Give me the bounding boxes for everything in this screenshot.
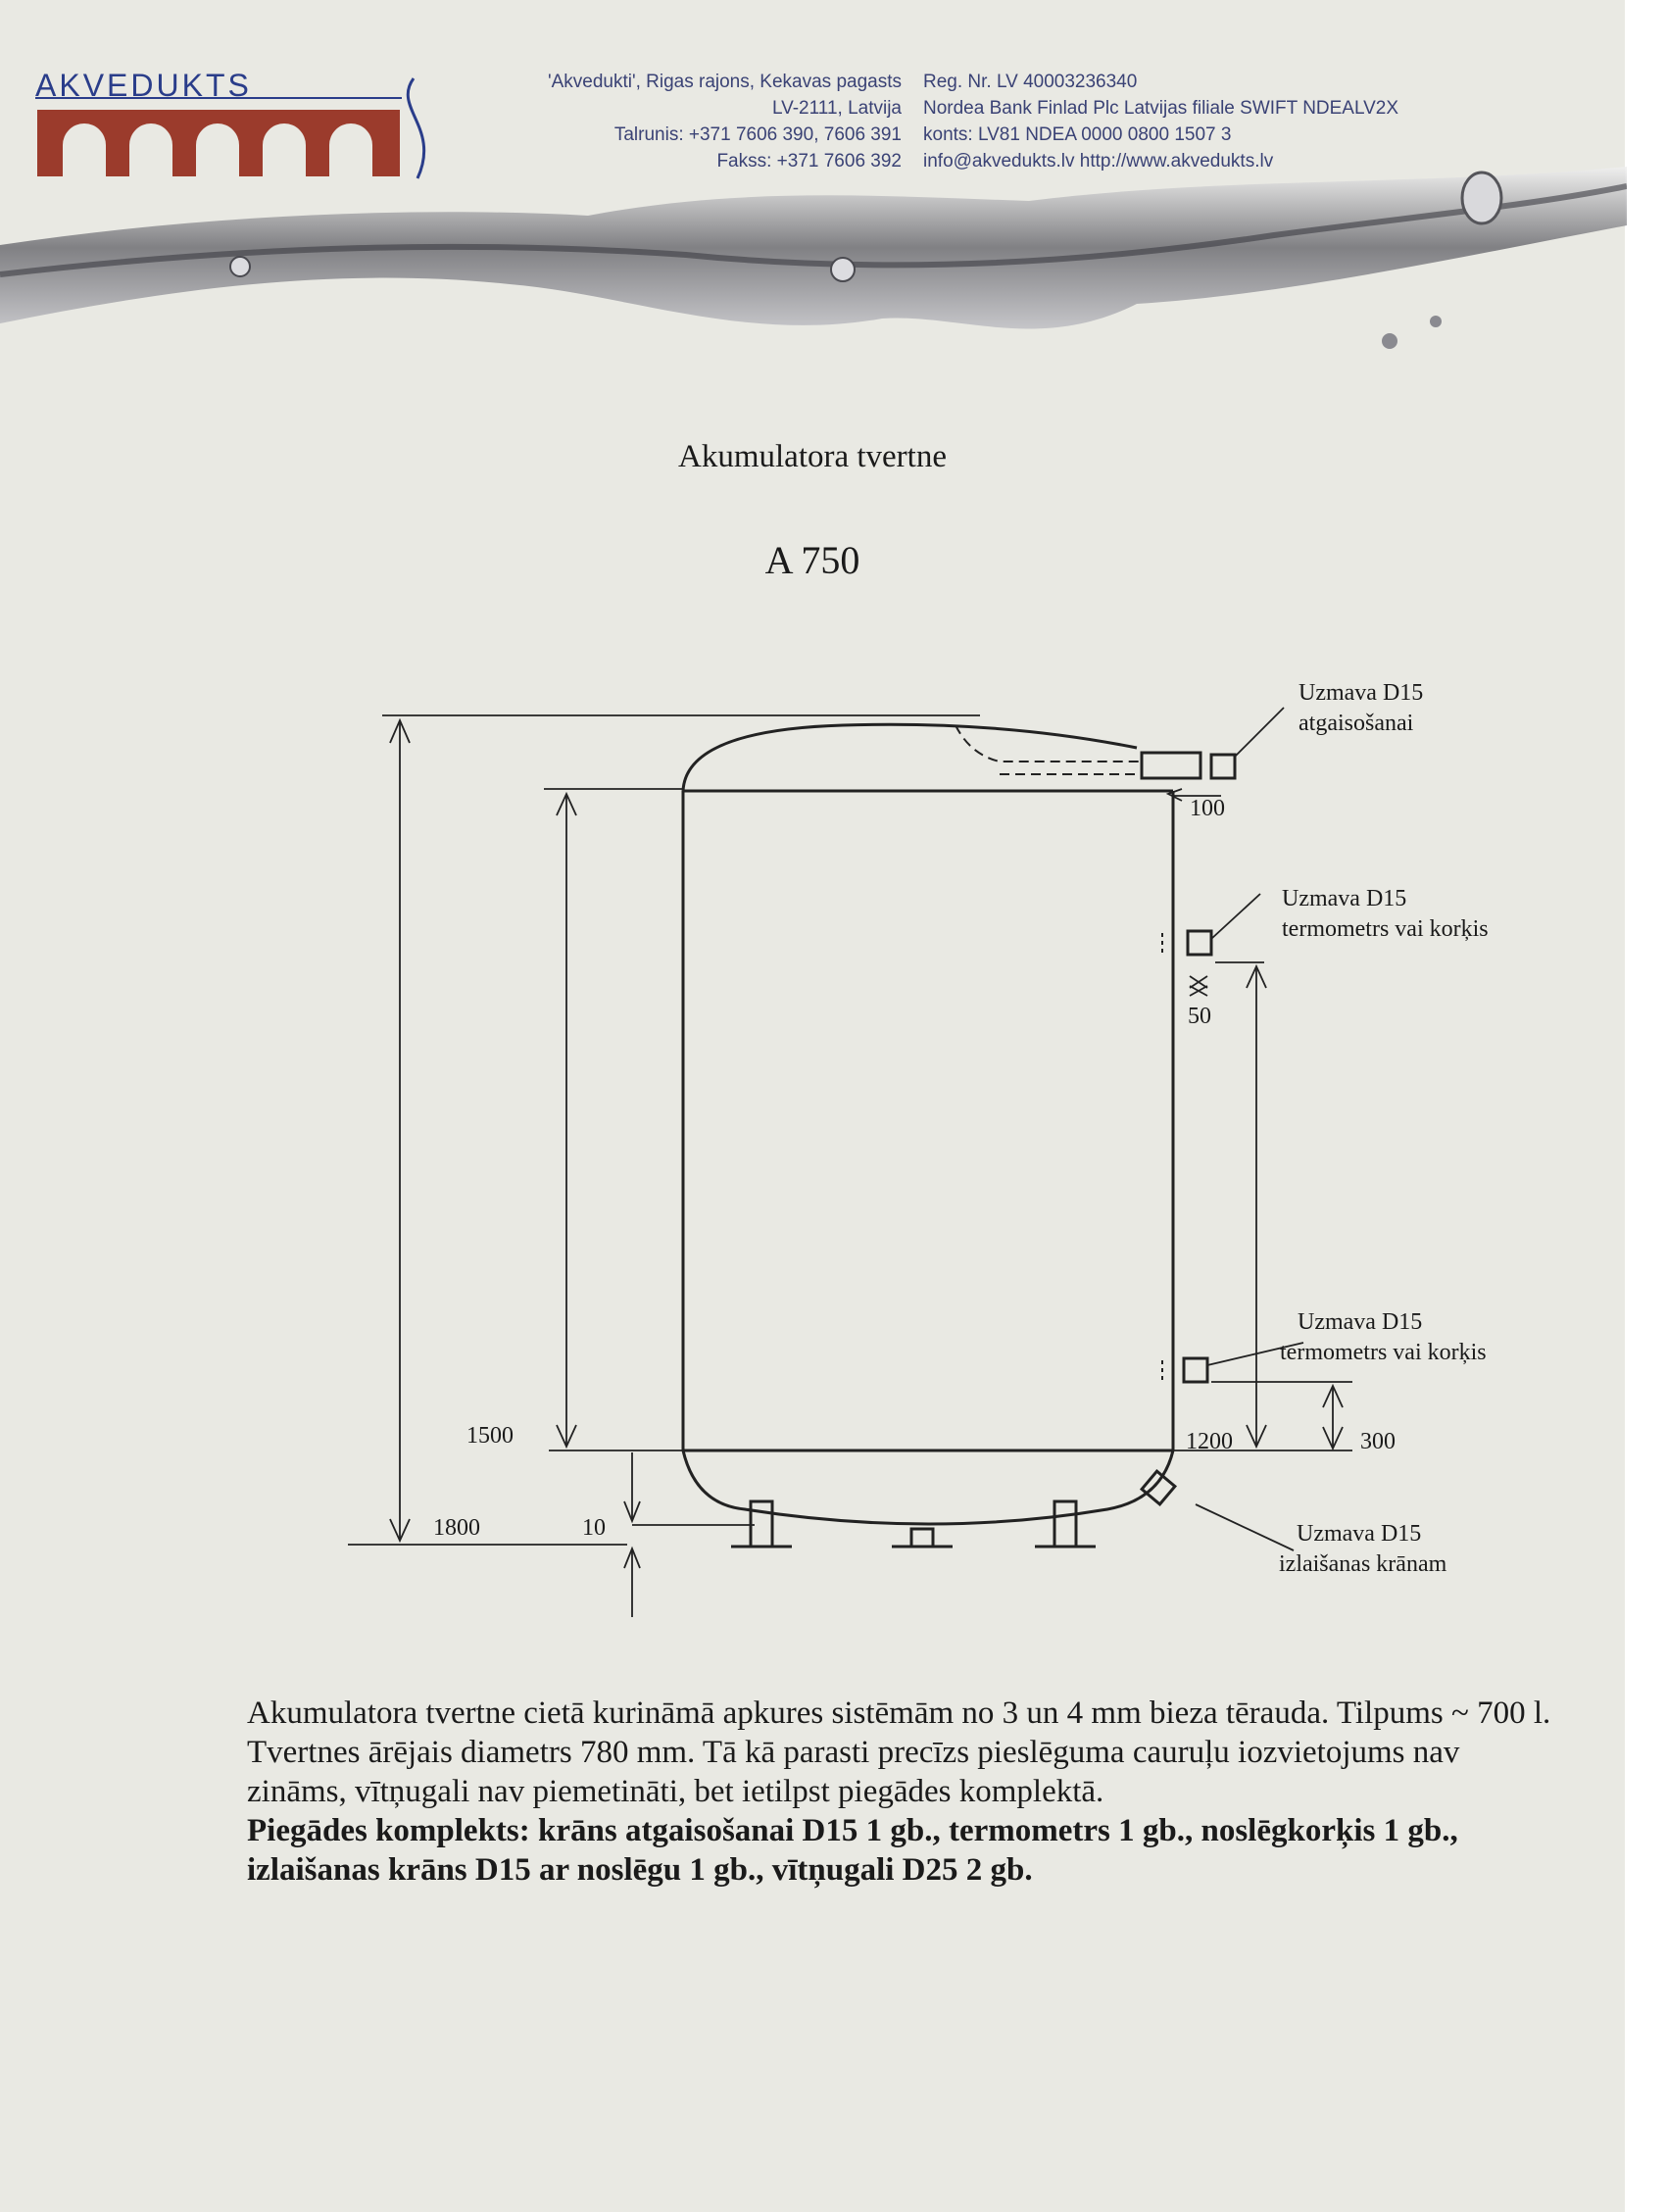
logo-wordmark: AKVEDUKTS bbox=[35, 69, 252, 103]
dim-lower-port-height: 1200 bbox=[1186, 1429, 1233, 1454]
model-number: A 750 bbox=[764, 538, 860, 582]
dim-total-height: 1800 bbox=[433, 1515, 480, 1541]
tank-drawing bbox=[0, 666, 1666, 1647]
product-description bbox=[247, 1694, 1560, 1890]
callout-purpose: termometrs vai korķis bbox=[1280, 1340, 1487, 1365]
callout-purpose: izlaišanas krānam bbox=[1279, 1551, 1447, 1577]
callout-title: Uzmava D15 bbox=[1282, 886, 1407, 911]
dim-top-offset: 100 bbox=[1190, 796, 1225, 821]
callout-title: Uzmava D15 bbox=[1297, 1521, 1422, 1547]
callout-title: Uzmava D15 bbox=[1298, 680, 1424, 706]
dim-bottom-offset: 300 bbox=[1360, 1429, 1396, 1454]
tank-bottom-dome bbox=[683, 1450, 1173, 1524]
callout-lower-thermometer-socket bbox=[1280, 1307, 1487, 1368]
email-web: info@akvedukts.lv http://www.akvedukts.lv bbox=[923, 151, 1274, 172]
document-title: Akumulatora tvertne bbox=[678, 439, 947, 474]
description-paragraph: Akumulatora tvertne cietā kurināmā apkures sistēmām no 3 un 4 mm bieza tērauda. Tilpums ~ 700 l. Tvertnes ārējais diametrs 780 mm. Tā kā parasti precīzs pieslēguma cauruļu iozvietojums nav zināms, vītņugali nav piemetināti, bet ietilpst piegādes komplektā. bbox=[247, 1696, 1551, 1809]
phone-line: Talrunis: +371 7606 390, 7606 391 bbox=[613, 124, 902, 145]
dim-leg-height: 10 bbox=[582, 1515, 606, 1541]
dim-gap: 50 bbox=[1188, 1004, 1211, 1029]
water-splash-icon bbox=[0, 147, 1627, 372]
tank-top-dome bbox=[683, 724, 1137, 791]
callout-drain-socket bbox=[1279, 1519, 1446, 1580]
callout-upper-thermometer-socket bbox=[1282, 884, 1489, 945]
delivery-set: Piegādes komplekts: krāns atgaisošanai D15 1 gb., termometrs 1 gb., noslēgkorķis 1 gb., izlaišanas krāns D15 ar noslēgu 1 gb., vītņugali D25 2 gb. bbox=[247, 1813, 1458, 1888]
callout-purpose: termometrs vai korķis bbox=[1282, 916, 1489, 942]
dim-cylinder-height: 1500 bbox=[466, 1423, 514, 1449]
reg-number: Reg. Nr. LV 40003236340 bbox=[923, 72, 1138, 92]
callout-title: Uzmava D15 bbox=[1298, 1309, 1423, 1335]
fax-line: Fakss: +371 7606 392 bbox=[716, 151, 902, 172]
account-number: konts: LV81 NDEA 0000 0800 1507 3 bbox=[923, 124, 1232, 145]
callout-purpose: atgaisošanai bbox=[1298, 711, 1414, 736]
callout-vent-socket bbox=[1298, 678, 1423, 739]
bank-name: Nordea Bank Finlad Plc Latvijas filiale SWIFT NDEALV2X bbox=[923, 98, 1399, 119]
postal-line: LV-2111, Latvija bbox=[771, 98, 902, 119]
address-line: 'Akvedukti', Rigas rajons, Kekavas pagasts bbox=[547, 72, 902, 92]
